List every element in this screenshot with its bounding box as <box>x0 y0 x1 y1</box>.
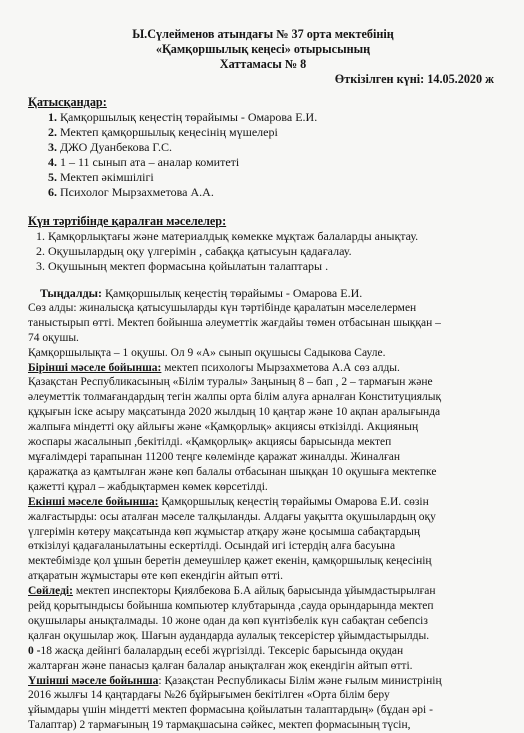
meeting-date: Өткізілген күні: 14.05.2020 ж <box>334 72 494 86</box>
question-one: Бірінші мәселе бойынша: мектеп психологы Мырзахметова А.А сөз алды. <box>28 361 400 374</box>
minutes-body <box>28 286 498 733</box>
attendees-title: Қатысқандар: <box>28 95 107 109</box>
question-three-line: 2016 жылғы 14 қаңтардағы №26 бұйрығымен бекітілген «Орта білім беру <box>28 689 390 702</box>
spoke-line: рейд қорытындысы бойынша компьютер клубтарында ,сауда орындарында мектеп <box>28 600 434 613</box>
question-two: Екінші мәселе бойынша: Қамқоршылық кеңестің төрайымы Омарова Е.И. сөзін <box>28 495 429 508</box>
speech-line: 74 оқушы. <box>28 331 79 344</box>
question-one-line: мұғалімдері тарапынан 11200 теңге көлемінде қаражат жиналды. Жиналған <box>28 450 400 463</box>
attendee-item: 1. Қамқоршылық кеңестің төрайымы - Омарова Е.И. <box>48 110 318 124</box>
attendee-item: 4. 1 – 11 сынып ата – аналар комитеті <box>48 155 240 169</box>
school-name: Ы.Сүлейменов атындағы № 37 орта мектебінің <box>132 27 394 41</box>
speech-line: таныстырып өтті. Мектеп бойынша әлеуметтік жағдайы төмен отбасынан шыққан – <box>28 316 441 329</box>
question-three-line: Талаптар) 2 тармағының 19 тармақшасына сәйкес, мектеп формасының түсін, <box>28 719 411 732</box>
agenda-item: 1. Қамқорлықтағы және материалдық көмекке мұқтаж балаларды анықтау. <box>36 229 419 243</box>
question-two-line: өткізілуі қадағаланылатыны ескертілді. Осындай игі істердің алға басуына <box>28 540 396 553</box>
question-two-label: Екінші мәселе бойынша: <box>28 495 159 508</box>
spoke-line: 0 -18 жасқа дейінгі балалардың есебі жүргізілді. Тексеріс барысында оқудан <box>28 644 404 657</box>
question-one-line: қажетті құрал – жабдықтармен көмек көрсетілді. <box>28 480 268 493</box>
agenda-title: Күн тәртібінде қаралған мәселелер: <box>28 214 227 228</box>
agenda-item: 3. Оқушының мектеп формасына қойылатын талаптары . <box>36 259 329 273</box>
question-three-line: ұйымдары үшін міндетті мектеп формасына қойылатын талаптардың» (бұдан әрі - <box>28 704 433 717</box>
spoke-paragraph: Сөйледі: мектеп инспекторы Қиялбекова Б.А айлық барысында ұйымдастырылған <box>28 585 436 598</box>
spoke-label: Сөйледі: <box>28 585 73 598</box>
question-three-label: Үшінші мәселе бойынша <box>28 674 159 687</box>
question-two-line: мектебімізде қол ұшын беретін демеушілер қажет екенін, қамқоршылық кеңесінің <box>28 555 432 568</box>
question-two-line: үлгерімін көтеру мақсатында көп жұмыстар атқару және қосымша сабақтардың <box>28 525 421 538</box>
speech-line: Сөз алды: жиналысқа қатысушыларды күн тәртібінде қаралатын мәселелермен <box>28 301 417 314</box>
question-one-line: жалпыға міндетті оқу айлығы және «Қамқорлық» акциясы өткізілді. Акцияның <box>28 421 419 434</box>
attendees-list <box>28 110 498 200</box>
spoke-line: жалтарған және панасыз қалған балалар анықталған жоқ екендігін айтып өтті. <box>28 659 413 672</box>
question-two-line: атқаратын жұмыстары өте көп екендігін айтып өтті. <box>28 570 283 583</box>
spoke-line: қалған оқушылар жоқ. Шағын аудандарда аулалық тексерістер ұйымдастырылды. <box>28 629 430 642</box>
question-one-line: әлеуметтік толмағандардың тегін жалпы орта білім алуға арналған Конституциялық <box>28 391 442 404</box>
heard-paragraph: Тыңдалды: Қамқоршылық кеңестің төрайымы - Омарова Е.И. <box>40 286 363 300</box>
attendee-item: 5. Мектеп әкімшілігі <box>48 170 154 184</box>
guardianship-line: Қамқоршылықта – 1 оқушы. Ол 9 «А» сынып оқушысы Садыкова Саулe. <box>28 346 386 359</box>
question-one-line: құқығын іске асыру мақсатында 2020 жылдың 10 қаңтар және 10 ақпан аралығында <box>28 406 441 419</box>
question-three: Үшінші мәселе бойынша: Қазақстан Республикасы Білім және ғылым министрінің <box>28 674 442 687</box>
question-one-label: Бірінші мәселе бойынша: <box>28 361 162 374</box>
question-one-line: Қазақстан Республикасының «Білім туралы» Заңының 8 – бап , 2 – тармағын және <box>28 376 433 389</box>
protocol-number: Хаттамасы № 8 <box>219 57 307 71</box>
question-one-line: жоспары жасалынып ,бекітілді. «Қамқорлық» акциясы барысында мектеп <box>28 436 392 449</box>
spoke-line: оқушылары анықталмады. 10 жоне одан да көп күнтізбелік күн сабақтан себепсіз <box>28 614 428 627</box>
document-header <box>28 0 498 72</box>
attendee-item: 2. Мектеп қамқоршылық кеңесінің мүшелері <box>48 125 278 139</box>
question-one-line: қаражатқа аз қамтылған және көп балалы отбасынан шыққан 10 оқушыға мектепке <box>28 465 437 478</box>
attendee-item: 6. Психолог Мырзахметова А.А. <box>48 185 214 199</box>
council-name: «Қамқоршылық кеңесі» отырысының <box>155 42 371 56</box>
agenda-list <box>28 229 498 274</box>
question-two-line: жалғастырды: осы аталған мәселе талқыланды. Алдағы уақытта оқушылардың оқу <box>28 510 436 523</box>
agenda-item: 2. Оқушылардың оқу үлгерімін , сабаққа қатысуын қадағалау. <box>36 244 352 258</box>
attendee-item: 3. ДЖО Дуанбекова Г.С. <box>48 140 172 154</box>
